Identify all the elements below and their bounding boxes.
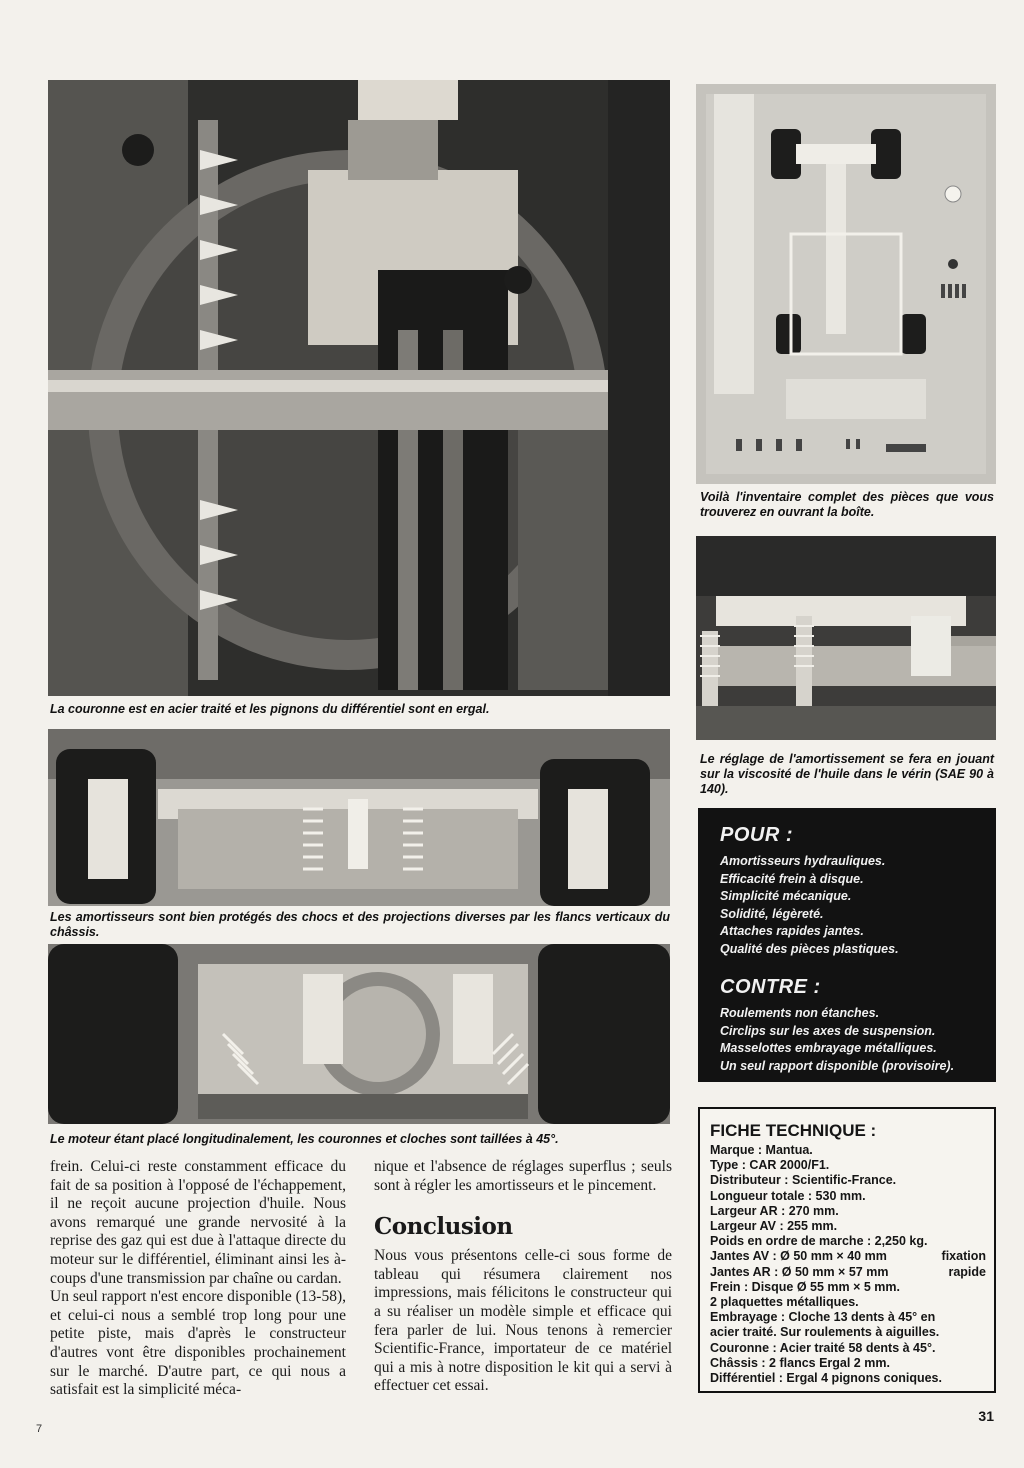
fiche-row xyxy=(710,1158,986,1173)
pour-item: Attaches rapides jantes. xyxy=(720,924,864,938)
fiche-title: FICHE TECHNIQUE : xyxy=(710,1121,877,1140)
fiche-row-text: 2 plaquettes métalliques. xyxy=(710,1295,859,1310)
fiche-technique-box xyxy=(698,1107,996,1393)
article-column-2 xyxy=(374,1158,672,1396)
fiche-row-text: acier traité. Sur roulements à aiguilles. xyxy=(710,1325,940,1340)
article-paragraph: nique et l'absence de réglages superflus ; seuls sont à régler les amortisseurs et le pincement. xyxy=(374,1158,672,1194)
pour-item: Qualité des pièces plastiques. xyxy=(720,941,899,956)
contre-item: Un seul rapport disponible (provisoire). xyxy=(720,1058,955,1073)
kit-inventory-photo xyxy=(696,84,996,484)
page-number: 31 xyxy=(978,1408,994,1424)
pour-item: Efficacité frein à disque. xyxy=(720,871,864,886)
fiche-row-note: fixation xyxy=(941,1249,986,1264)
pour-list xyxy=(720,853,996,958)
fiche-row xyxy=(710,1280,986,1295)
fiche-row xyxy=(710,1173,986,1188)
fiche-row xyxy=(710,1189,986,1204)
article-paragraph: frein. Celui-ci reste constamment efficace du fait de sa position à l'opposé de l'échappement, il ne reçoit aucune projection d'huile. Nous avons remarqué une grande nervosité à la reprise des gaz qui est due à l'attaque directe du moteur sur le différentiel, éliminant ainsi les à-coups d'une transmission par chaîne ou cardan. xyxy=(50,1158,346,1287)
fiche-row-text: Largeur AR : 270 mm. xyxy=(710,1203,839,1218)
contre-title: CONTRE : xyxy=(720,976,821,998)
gear-photo-caption: La couronne est en acier traité et les pignons du différentiel sont en ergal. xyxy=(50,702,490,716)
fiche-row-text: Jantes AR : Ø 50 mm × 57 mm xyxy=(710,1264,889,1279)
fiche-row xyxy=(710,1219,986,1234)
conclusion-heading: Conclusion xyxy=(374,1213,513,1241)
pour-item: Simplicité mécanique. xyxy=(720,889,852,903)
fiche-row-text: Largeur AV : 255 mm. xyxy=(710,1219,838,1234)
contre-item: Circlips sur les axes de suspension. xyxy=(720,1023,936,1038)
pour-title: POUR : xyxy=(720,824,793,846)
fiche-row xyxy=(710,1325,986,1340)
rear-photo-caption: Le moteur étant placé longitudinalement, les couronnes et cloches sont taillées à 45°. xyxy=(50,1132,559,1146)
article-paragraph: Un seul rapport n'est encore disponible (13-58), et celui-ci nous a semblé trop long pour une petite piste, mais d'après le constructeur d'autres vont être disponibles prochainement sur le marché. D'autre part, ce qui nous a satisfait est la simplicité méca- xyxy=(50,1288,346,1399)
front-photo-caption: Les amortisseurs sont bien protégés des chocs et des projections diverses par les flancs verticaux du châssis. xyxy=(50,910,670,939)
contre-item: Masselottes embrayage métalliques. xyxy=(720,1041,937,1055)
fiche-row-text: Couronne : Acier traité 58 dents à 45°. xyxy=(710,1340,936,1355)
pour-item: Solidité, légèreté. xyxy=(720,906,824,921)
fiche-row-text: Type : CAR 2000/F1. xyxy=(710,1158,830,1173)
fiche-row xyxy=(710,1371,986,1386)
margin-mark: 7 xyxy=(36,1423,43,1435)
gear-closeup-photo xyxy=(48,80,670,696)
fiche-row-text: Poids en ordre de marche : 2,250 kg. xyxy=(710,1234,928,1249)
shock-absorber-photo xyxy=(696,536,996,740)
fiche-row xyxy=(710,1356,986,1371)
fiche-row-text: Châssis : 2 flancs Ergal 2 mm. xyxy=(710,1355,890,1370)
fiche-row-text: Longueur totale : 530 mm. xyxy=(710,1188,866,1203)
fiche-row xyxy=(710,1295,986,1310)
shock-photo-caption: Le réglage de l'amortissement se fera en jouant sur la viscosité de l'huile dans le vérin (SAE 90 à 140). xyxy=(700,752,994,796)
fiche-row xyxy=(710,1265,986,1280)
fiche-row xyxy=(710,1234,986,1249)
front-suspension-photo xyxy=(48,729,670,906)
pour-contre-box xyxy=(698,808,996,1082)
fiche-row xyxy=(710,1310,986,1325)
pour-item: Amortisseurs hydrauliques. xyxy=(720,854,886,868)
article-paragraph: Nous vous présentons celle-ci sous forme de tableau qui résumera clairement nos impressions, mais félicitons le constructeur qui a su réaliser un modèle simple et efficace qui fera parler de lui. Nous tenons à remercier Scientific-France, importateur de ce matériel qui a mis à notre disposition le kit qui a servi à effectuer cet essai. xyxy=(374,1247,672,1395)
contre-list xyxy=(720,1005,996,1075)
fiche-row-text: Distributeur : Scientific-France. xyxy=(710,1173,897,1188)
rear-transmission-photo xyxy=(48,944,670,1124)
fiche-row xyxy=(710,1204,986,1219)
fiche-row xyxy=(710,1143,986,1158)
fiche-row-text: Embrayage : Cloche 13 dents à 45° en xyxy=(710,1310,936,1325)
fiche-row-text: Marque : Mantua. xyxy=(710,1143,813,1157)
fiche-row-text: Jantes AV : Ø 50 mm × 40 mm xyxy=(710,1249,887,1264)
article-column-1 xyxy=(50,1158,346,1400)
kit-photo-caption: Voilà l'inventaire complet des pièces que vous trouverez en ouvrant la boîte. xyxy=(700,490,994,519)
fiche-row xyxy=(710,1341,986,1356)
fiche-row xyxy=(710,1249,986,1264)
fiche-row-text: Différentiel : Ergal 4 pignons coniques. xyxy=(710,1371,942,1386)
fiche-row-note: rapide xyxy=(948,1264,986,1279)
fiche-row-text: Frein : Disque Ø 55 mm × 5 mm. xyxy=(710,1279,900,1294)
fiche-rows xyxy=(700,1143,994,1386)
contre-item: Roulements non étanches. xyxy=(720,1006,880,1020)
